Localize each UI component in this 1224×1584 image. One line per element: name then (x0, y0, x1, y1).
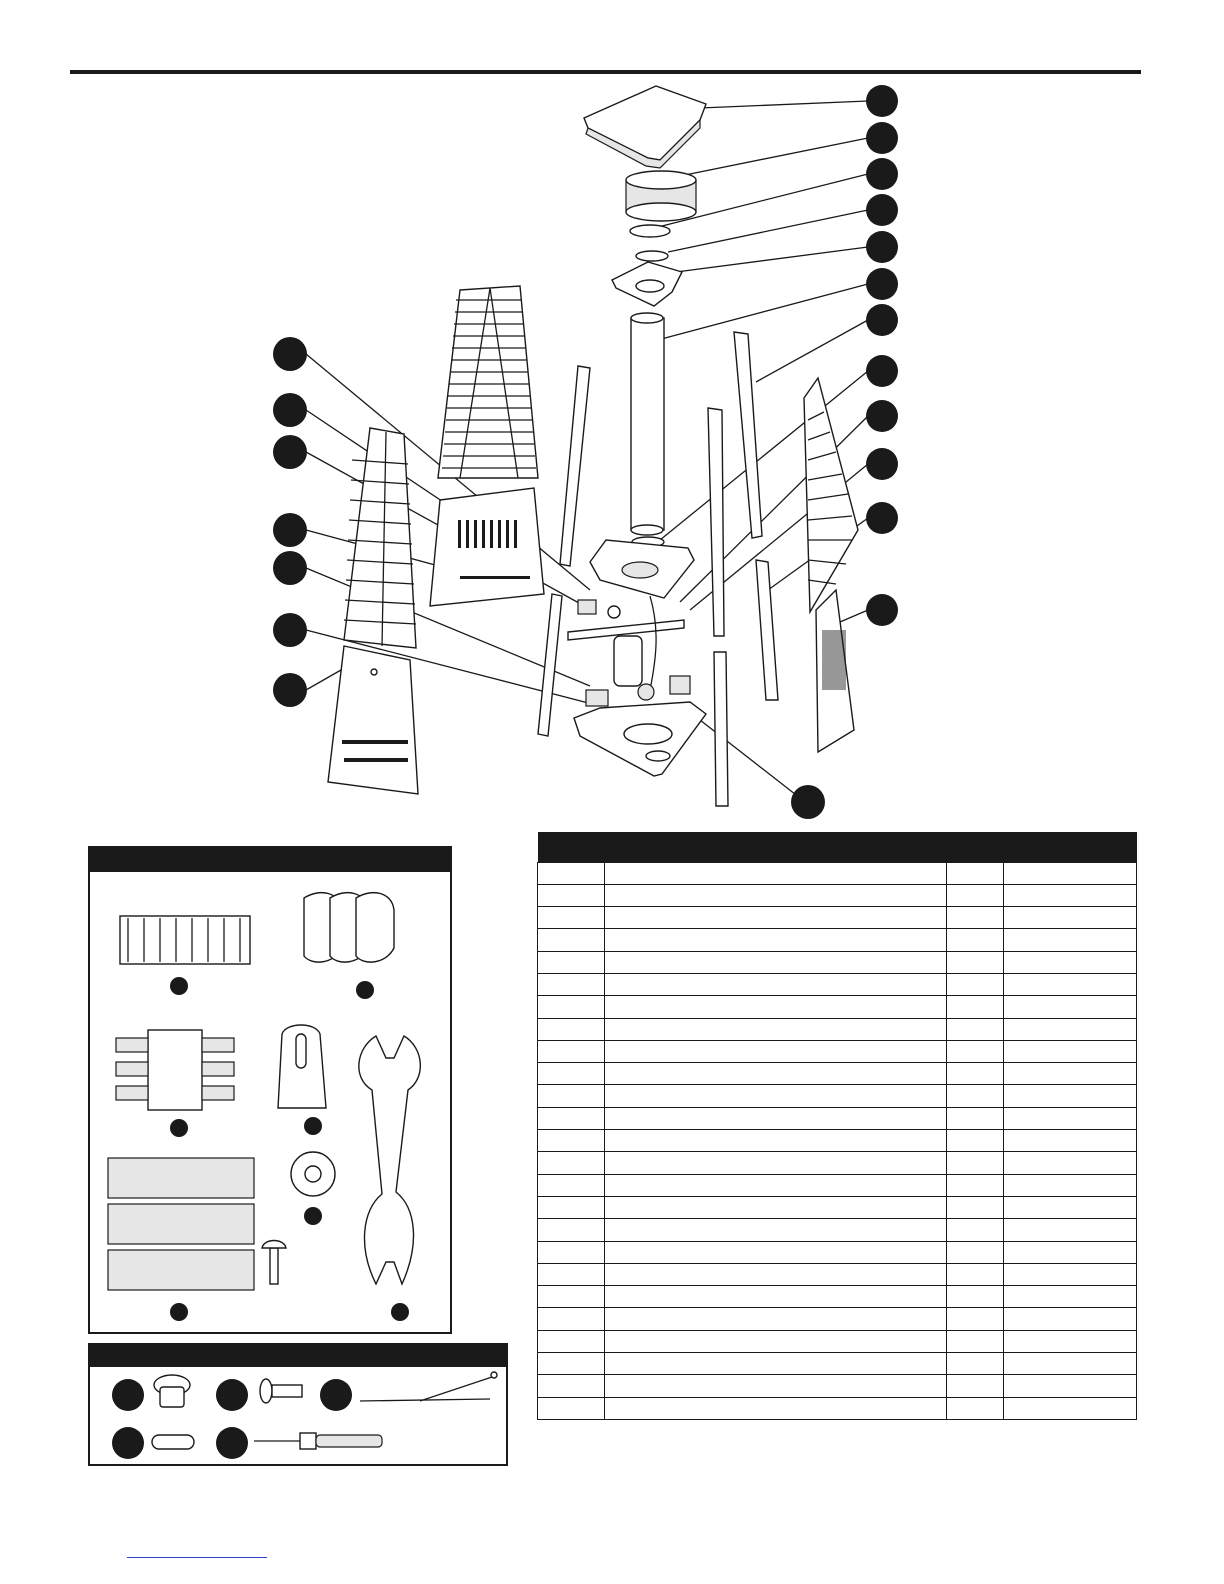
lower-access-panel (328, 646, 418, 794)
table-cell (1003, 1286, 1136, 1308)
table-cell (605, 973, 947, 995)
column-header (538, 832, 605, 862)
callout-marker (273, 393, 307, 427)
table-cell (1003, 884, 1136, 906)
table-cell (605, 1152, 947, 1174)
table-cell (1003, 1330, 1136, 1352)
table-cell (538, 907, 605, 929)
slotted-bracket (278, 1025, 326, 1108)
table-cell (946, 929, 1003, 951)
table-cell (1003, 1018, 1136, 1040)
callout-marker (273, 337, 307, 371)
callout-marker (866, 158, 898, 190)
table-cell (605, 884, 947, 906)
table-row (538, 1040, 1137, 1062)
hardware-items-illustration (90, 848, 454, 1336)
table-row (538, 1241, 1137, 1263)
table-cell (946, 1397, 1003, 1419)
table-cell (538, 929, 605, 951)
table-cell (538, 1196, 605, 1218)
callout-marker (273, 513, 307, 547)
table-cell (1003, 1130, 1136, 1152)
table-cell (946, 996, 1003, 1018)
table-row (538, 951, 1137, 973)
table-cell (946, 1107, 1003, 1129)
callout-marker (273, 551, 307, 585)
table-cell (605, 907, 947, 929)
table-cell (1003, 973, 1136, 995)
right-grille-panel (804, 378, 858, 612)
table-cell (605, 1085, 947, 1107)
table-cell (1003, 929, 1136, 951)
table-cell (1003, 1375, 1136, 1397)
table-cell (1003, 1263, 1136, 1285)
table-cell (946, 1375, 1003, 1397)
table-row (538, 1018, 1137, 1040)
table-cell (605, 1330, 947, 1352)
table-cell (605, 1018, 947, 1040)
callout-marker (866, 355, 898, 387)
table-row (538, 907, 1137, 929)
table-cell (1003, 1152, 1136, 1174)
table-cell (538, 1286, 605, 1308)
screws-bag (108, 1158, 286, 1290)
tools-illustration (90, 1345, 510, 1468)
table-cell (1003, 1196, 1136, 1218)
tools-panel (88, 1343, 508, 1466)
table-row (538, 1152, 1137, 1174)
column-header (1003, 832, 1136, 862)
callout-marker (866, 85, 898, 117)
table-cell (946, 951, 1003, 973)
table-cell (538, 1040, 605, 1062)
column-header (605, 832, 947, 862)
clip-brackets (304, 893, 394, 962)
gas-tank-assembly (578, 596, 656, 700)
table-cell (1003, 1241, 1136, 1263)
table-cell (1003, 951, 1136, 973)
table-row (538, 1085, 1137, 1107)
table-row (538, 1263, 1137, 1285)
table-cell (946, 1174, 1003, 1196)
upper-grille-panel (438, 286, 538, 478)
top-cap (584, 86, 706, 168)
table-cell (946, 1040, 1003, 1062)
callout-marker (356, 981, 374, 999)
callout-marker (866, 231, 898, 263)
callout-marker (304, 1207, 322, 1225)
table-row (538, 1375, 1137, 1397)
table-cell (1003, 1308, 1136, 1330)
table-cell (946, 1353, 1003, 1375)
table-row (538, 1353, 1137, 1375)
table-row (538, 1130, 1137, 1152)
table-cell (1003, 1174, 1136, 1196)
table-row (538, 929, 1137, 951)
callout-marker (304, 1117, 322, 1135)
left-grille-panel (344, 428, 416, 648)
callout-marker (866, 194, 898, 226)
callout-marker (791, 785, 825, 819)
table-row (538, 1286, 1137, 1308)
table-cell (538, 973, 605, 995)
table-cell (605, 1063, 947, 1085)
column-header (946, 832, 1003, 862)
table-row (538, 1308, 1137, 1330)
table-cell (946, 862, 1003, 884)
table-cell (605, 1196, 947, 1218)
table-row (538, 862, 1137, 884)
washer (291, 1152, 335, 1196)
table-cell (538, 1353, 605, 1375)
table-cell (538, 996, 605, 1018)
wrench (359, 1036, 420, 1284)
table-cell (538, 1174, 605, 1196)
callout-marker (273, 613, 307, 647)
table-cell (538, 1219, 605, 1241)
table-cell (946, 1152, 1003, 1174)
table-cell (1003, 1353, 1136, 1375)
parts-table-body (538, 862, 1137, 1419)
table-cell (605, 1263, 947, 1285)
callout-marker (320, 1379, 352, 1411)
table-cell (1003, 1219, 1136, 1241)
callout-marker (216, 1427, 248, 1459)
table-cell (605, 1174, 947, 1196)
spacer-tube (152, 1435, 194, 1449)
callout-marker (273, 673, 307, 707)
table-cell (538, 884, 605, 906)
table-row (538, 1397, 1137, 1419)
table-cell (946, 1263, 1003, 1285)
parts-table-header (538, 832, 1137, 862)
table-cell (946, 1063, 1003, 1085)
table-cell (1003, 1397, 1136, 1419)
table-cell (605, 1286, 947, 1308)
knob (154, 1375, 190, 1407)
vented-panel (430, 488, 544, 606)
callout-marker (391, 1303, 409, 1321)
table-row (538, 973, 1137, 995)
table-cell (605, 1040, 947, 1062)
table-cell (1003, 996, 1136, 1018)
callout-marker (866, 594, 898, 626)
table-cell (1003, 1085, 1136, 1107)
table-cell (605, 862, 947, 884)
table-cell (946, 1286, 1003, 1308)
callout-marker (170, 1119, 188, 1137)
callout-marker (170, 1303, 188, 1321)
table-cell (538, 1130, 605, 1152)
table-row (538, 1219, 1137, 1241)
hex-bolts (120, 916, 250, 964)
callout-marker (866, 448, 898, 480)
table-cell (538, 1152, 605, 1174)
footer-link-underline (127, 1557, 267, 1558)
base-plate (574, 702, 706, 776)
table-cell (605, 951, 947, 973)
table-cell (1003, 862, 1136, 884)
callout-marker (112, 1427, 144, 1459)
table-cell (605, 1107, 947, 1129)
hardware-pack-panel (88, 846, 452, 1334)
callout-marker (273, 435, 307, 469)
callout-marker (170, 977, 188, 995)
table-cell (946, 1018, 1003, 1040)
reflector-cylinder (626, 171, 696, 221)
screwdriver (254, 1433, 382, 1449)
table-cell (605, 1308, 947, 1330)
table-cell (605, 1375, 947, 1397)
table-cell (1003, 1107, 1136, 1129)
table-cell (946, 1330, 1003, 1352)
table-cell (538, 1263, 605, 1285)
table-row (538, 1063, 1137, 1085)
table-cell (538, 1107, 605, 1129)
table-cell (605, 1130, 947, 1152)
table-cell (538, 1330, 605, 1352)
table-cell (1003, 1063, 1136, 1085)
burner-plate (590, 540, 694, 598)
callout-marker (866, 122, 898, 154)
gasket-rings (630, 225, 670, 261)
right-access-panel (816, 590, 854, 752)
table-cell (946, 1241, 1003, 1263)
table-cell (605, 996, 947, 1018)
table-cell (605, 1353, 947, 1375)
table-cell (1003, 907, 1136, 929)
table-row (538, 1330, 1137, 1352)
table-cell (538, 1063, 605, 1085)
table-row (538, 1174, 1137, 1196)
table-cell (605, 1241, 947, 1263)
callout-marker (866, 502, 898, 534)
table-cell (605, 929, 947, 951)
table-cell (538, 1018, 605, 1040)
table-cell (538, 862, 605, 884)
ignition-wire (360, 1372, 497, 1401)
table-cell (605, 1397, 947, 1419)
coupling-nuts (116, 1030, 234, 1110)
callout-marker (866, 268, 898, 300)
top-plate (612, 262, 682, 306)
table-cell (538, 951, 605, 973)
table-cell (946, 1308, 1003, 1330)
table-row (538, 1107, 1137, 1129)
table-cell (538, 1085, 605, 1107)
table-cell (538, 1308, 605, 1330)
table-cell (538, 1241, 605, 1263)
table-cell (946, 907, 1003, 929)
table-cell (946, 1219, 1003, 1241)
table-cell (946, 884, 1003, 906)
callout-marker (866, 304, 898, 336)
screw (260, 1379, 302, 1403)
table-cell (946, 973, 1003, 995)
glass-tube (631, 313, 664, 547)
table-cell (946, 1196, 1003, 1218)
table-cell (538, 1375, 605, 1397)
callout-marker (866, 400, 898, 432)
table-cell (946, 1130, 1003, 1152)
table-cell (605, 1219, 947, 1241)
table-cell (1003, 1040, 1136, 1062)
table-row (538, 1196, 1137, 1218)
table-cell (538, 1397, 605, 1419)
callout-marker (216, 1379, 248, 1411)
callout-marker (112, 1379, 144, 1411)
table-cell (946, 1085, 1003, 1107)
table-row (538, 884, 1137, 906)
parts-list-table (537, 832, 1137, 1420)
table-row (538, 996, 1137, 1018)
